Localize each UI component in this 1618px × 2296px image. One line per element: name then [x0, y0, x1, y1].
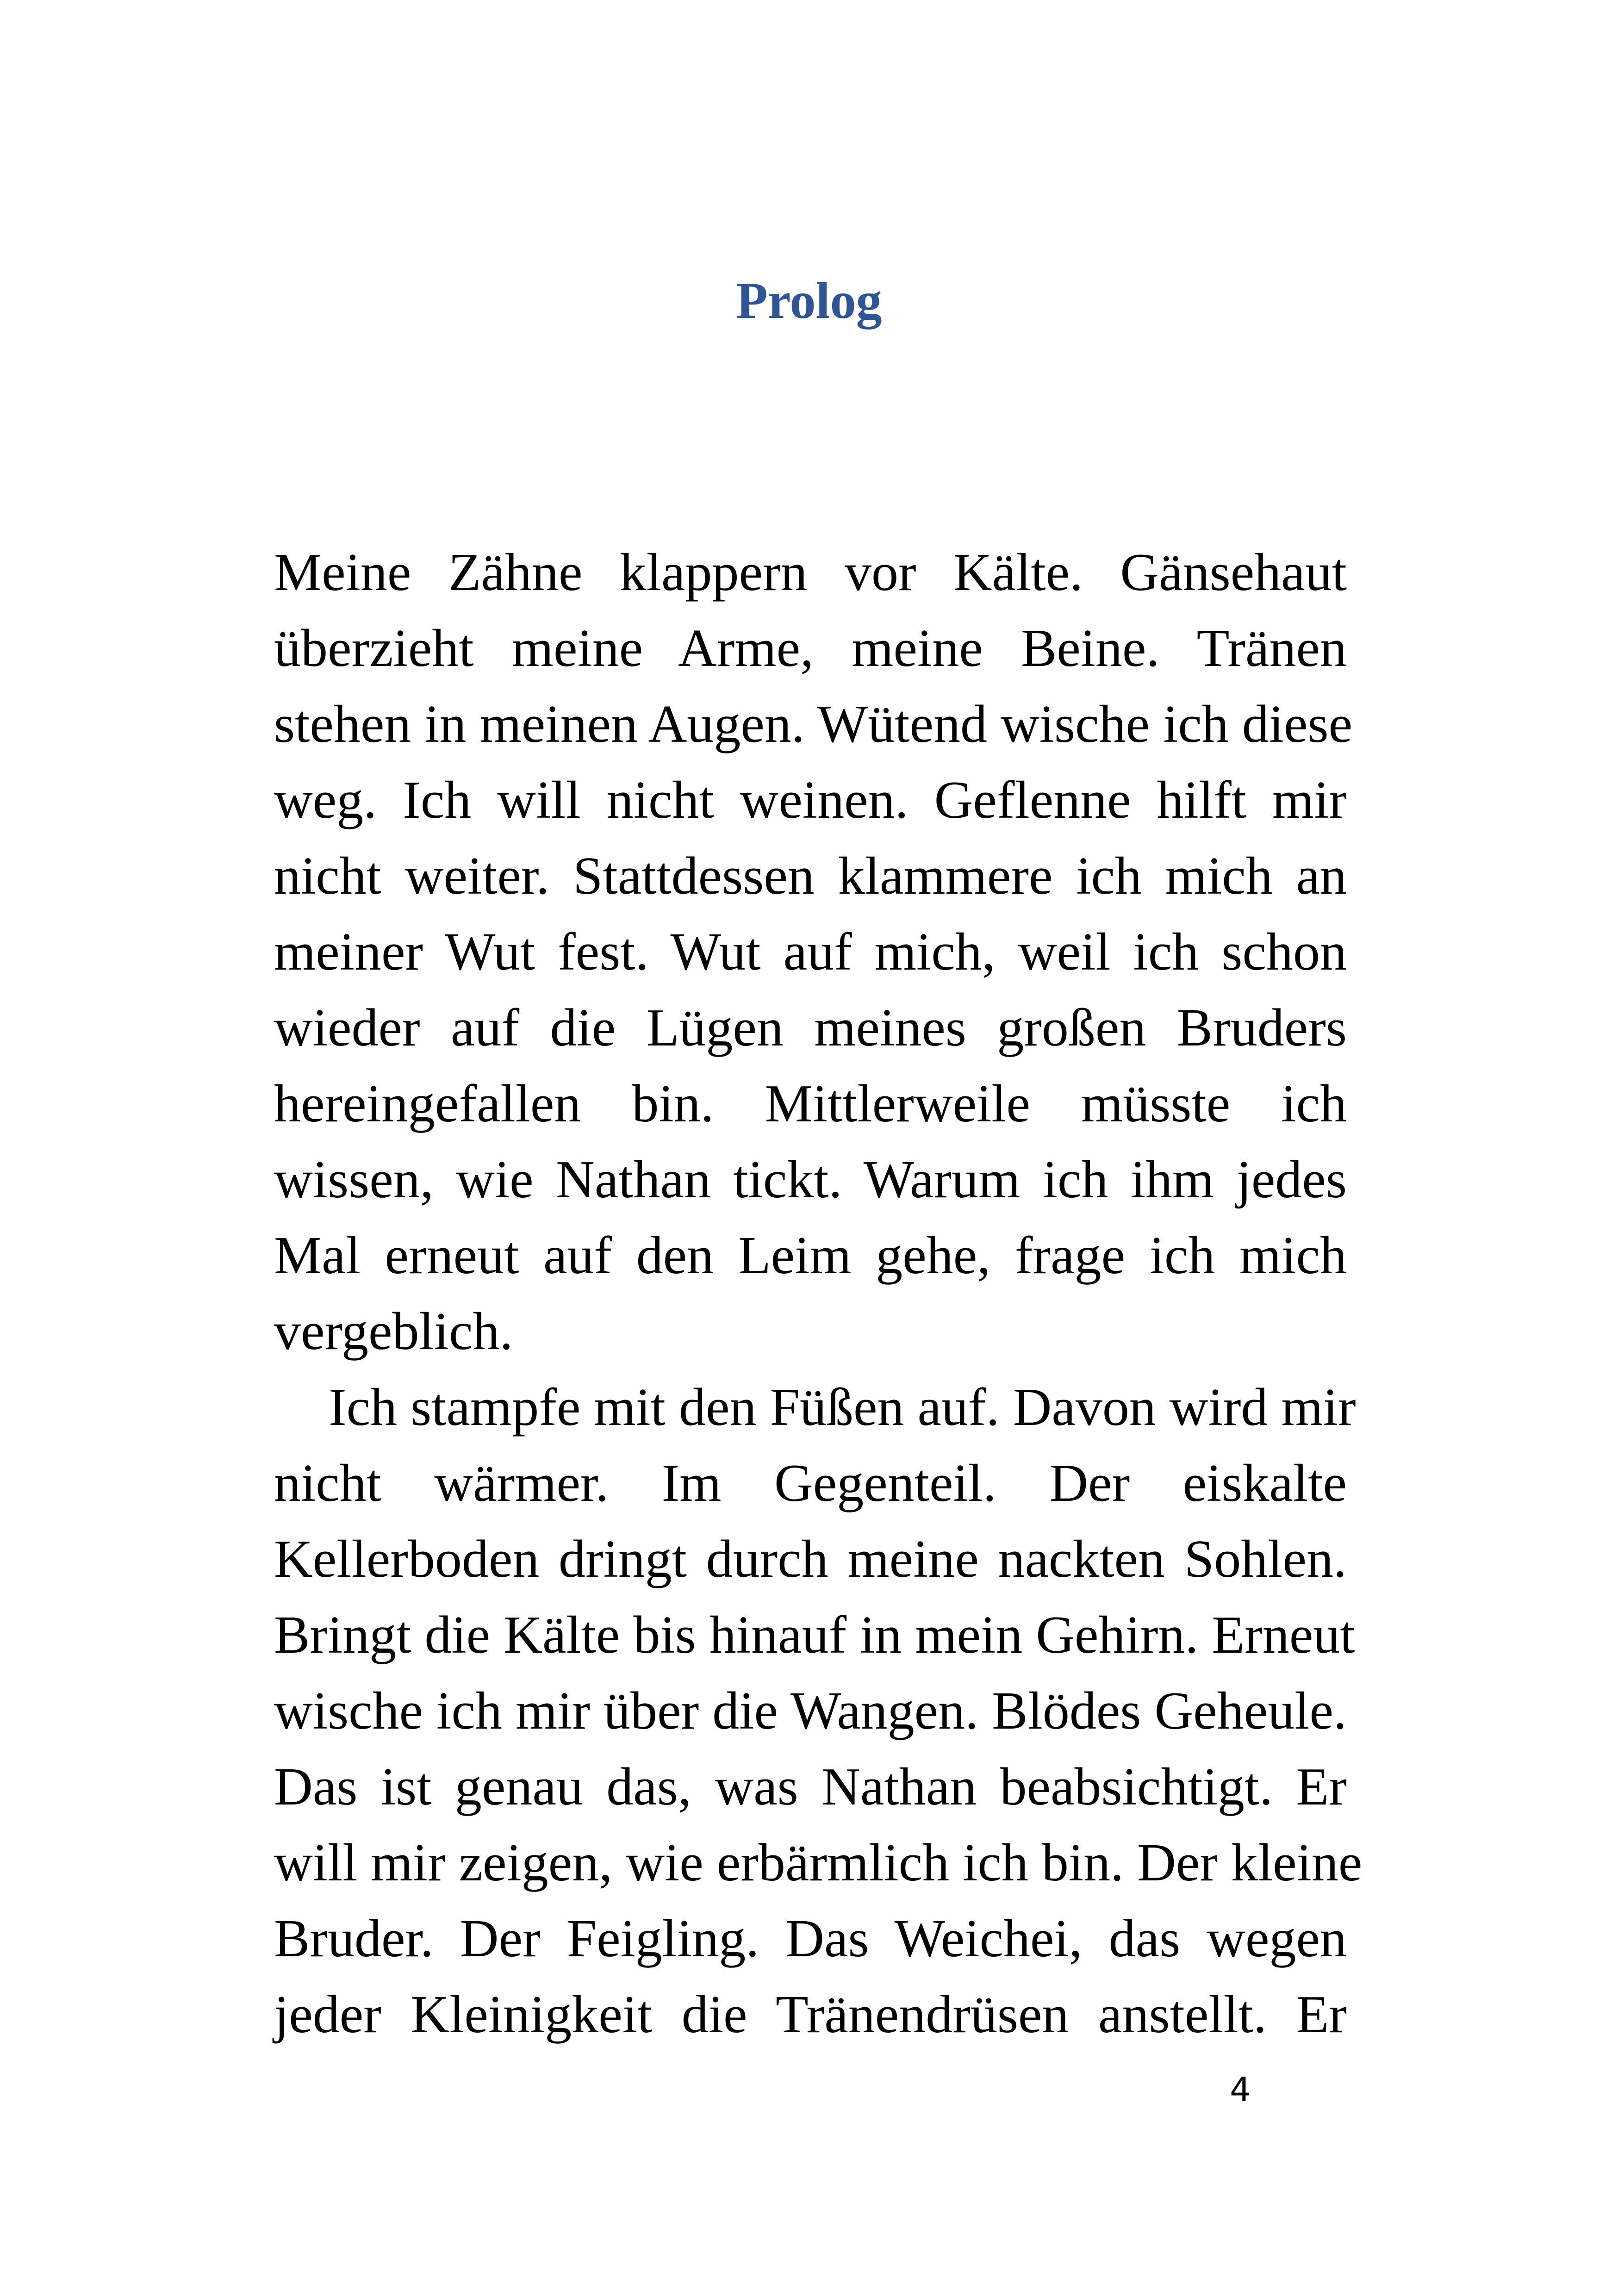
body-text: [274, 535, 1363, 2053]
text-line: Meine Zähne klappern vor Kälte. Gänsehaut: [274, 543, 1347, 602]
text-line: wissen, wie Nathan tickt. Warum ich ihm jedes: [274, 1150, 1347, 1209]
text-line: Kellerboden dringt durch meine nackten Sohlen.: [274, 1530, 1347, 1589]
text-line: Bruder. Der Feigling. Das Weichei, das wegen: [274, 1909, 1347, 1968]
text-line: wische ich mir über die Wangen. Blödes Geheule.: [274, 1681, 1347, 1741]
text-line: überzieht meine Arme, meine Beine. Tränen: [274, 619, 1347, 678]
chapter-title: Prolog: [736, 272, 882, 330]
text-line: Ich stampfe mit den Füßen auf. Davon wird mir: [329, 1378, 1356, 1437]
text-line: hereingefallen bin. Mittlerweile müsste ich: [274, 1074, 1347, 1133]
text-line: Das ist genau das, was Nathan beabsichtigt. Er: [274, 1757, 1347, 1817]
text-line: wieder auf die Lügen meines großen Bruders: [274, 998, 1347, 1058]
text-line: nicht wärmer. Im Gegenteil. Der eiskalte: [274, 1454, 1347, 1513]
text-line: weg. Ich will nicht weinen. Geflenne hilft mir: [274, 771, 1347, 830]
text-line: nicht weiter. Stattdessen klammere ich mich an: [274, 846, 1347, 906]
text-line: jeder Kleinigkeit die Tränendrüsen anstellt. Er: [274, 1985, 1347, 2044]
text-line: meiner Wut fest. Wut auf mich, weil ich schon: [274, 922, 1347, 982]
text-line: Mal erneut auf den Leim gehe, frage ich mich: [274, 1226, 1347, 1285]
text-line: stehen in meinen Augen. Wütend wische ich diese: [274, 695, 1353, 754]
text-line: vergeblich.: [274, 1302, 513, 1361]
page-number: 4: [1230, 2070, 1251, 2109]
text-line: Bringt die Kälte bis hinauf in mein Gehirn. Erneut: [274, 1605, 1355, 1665]
text-line: will mir zeigen, wie erbärmlich ich bin. Der kleine: [274, 1833, 1363, 1892]
